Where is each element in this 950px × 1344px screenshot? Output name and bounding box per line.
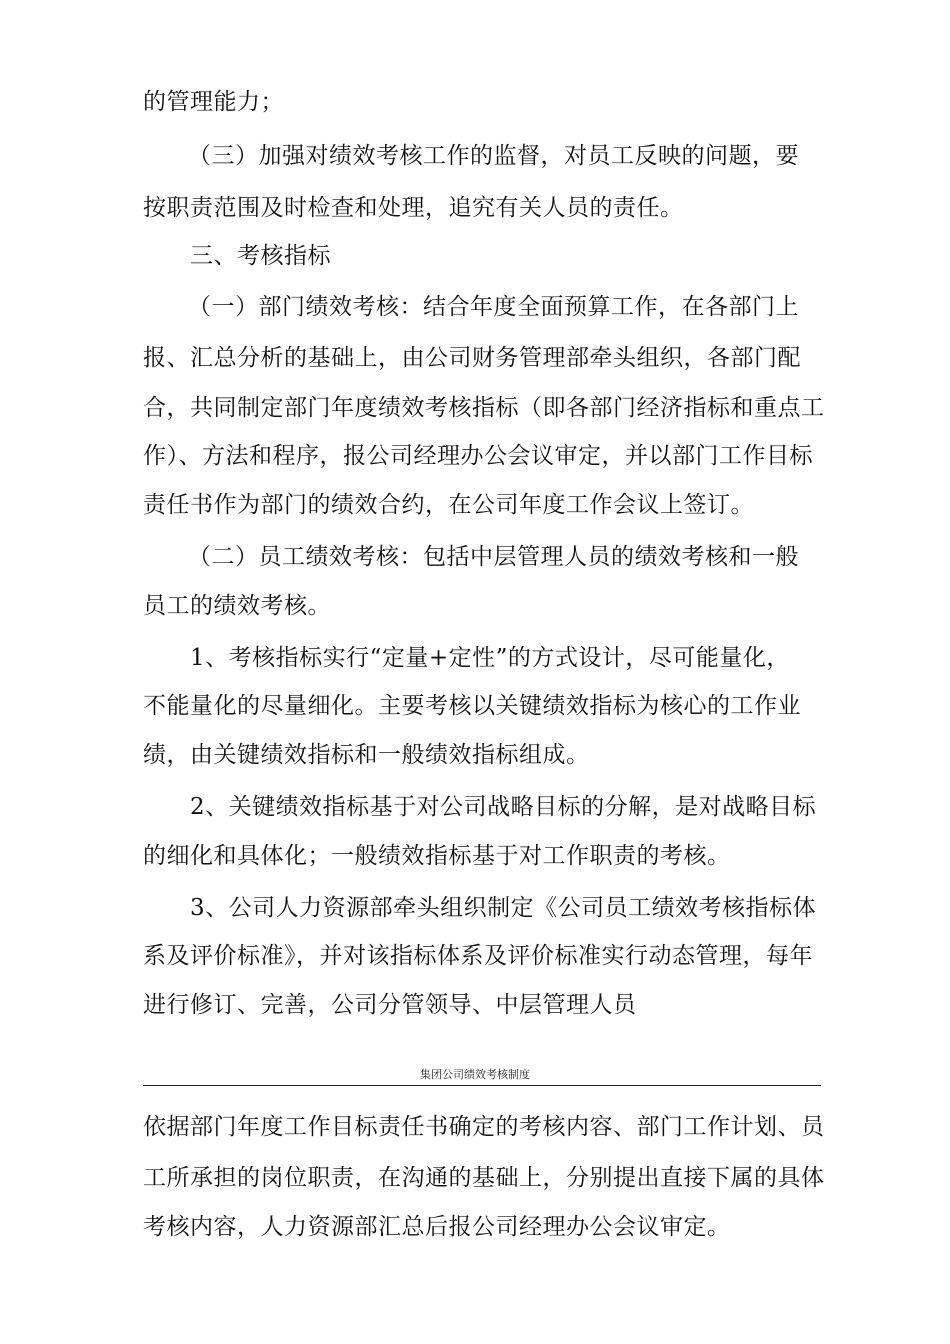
paragraph-line: 报、汇总分析的基础上，由公司财务管理部牵头组织，各部门配: [143, 345, 801, 371]
paragraph-line: 绩，由关键绩效指标和一般绩效指标组成。: [143, 742, 590, 768]
paragraph-line: 责任书作为部门的绩效合约，在公司年度工作会议上签订。: [143, 492, 754, 518]
paragraph-line: 的细化和具体化；一般绩效指标基于对工作职责的考核。: [143, 843, 731, 869]
paragraph-line: 系及评价标准》，并对该指标体系及评价标准实行动态管理，每年: [143, 943, 813, 969]
paragraph-line: 依据部门年度工作目标责任书确定的考核内容、部门工作计划、员: [143, 1114, 825, 1140]
paragraph-line: （三）加强对绩效考核工作的监督，对员工反映的问题，要: [188, 143, 799, 169]
paragraph-line: 2、关键绩效指标基于对公司战略目标的分解，是对战略目标: [190, 794, 817, 820]
section-heading: 三、考核指标: [190, 243, 331, 269]
paragraph-line: （二）员工绩效考核：包括中层管理人员的绩效考核和一般: [188, 544, 799, 570]
paragraph-line: 按职责范围及时检查和处理，追究有关人员的责任。: [143, 195, 684, 221]
paragraph-line: 员工的绩效考核。: [143, 593, 331, 619]
paragraph-line: 进行修订、完善，公司分管领导、中层管理人员: [143, 992, 637, 1018]
footer-divider: [143, 1085, 821, 1086]
paragraph-line: 3、公司人力资源部牵头组织制定《公司员工绩效考核指标体: [190, 895, 817, 921]
paragraph-line: 考核内容，人力资源部汇总后报公司经理办公会议审定。: [143, 1214, 731, 1240]
paragraph-line: 工所承担的岗位职责，在沟通的基础上，分别提出直接下属的具体: [143, 1165, 825, 1191]
page-footer-title: 集团公司绩效考核制度: [420, 1068, 530, 1081]
paragraph-line: 不能量化的尽量细化。主要考核以关键绩效指标为核心的工作业: [143, 693, 801, 719]
paragraph-line: （一）部门绩效考核：结合年度全面预算工作，在各部门上: [188, 294, 799, 320]
paragraph-line: 作）、方法和程序，报公司经理办公会议审定，并以部门工作目标: [143, 443, 813, 469]
paragraph-line: 合，共同制定部门年度绩效考核指标（即各部门经济指标和重点工: [143, 395, 825, 421]
paragraph-line: 的管理能力；: [143, 89, 284, 115]
paragraph-line: 1、考核指标实行“定量+定性”的方式设计，尽可能量化，: [190, 645, 790, 671]
